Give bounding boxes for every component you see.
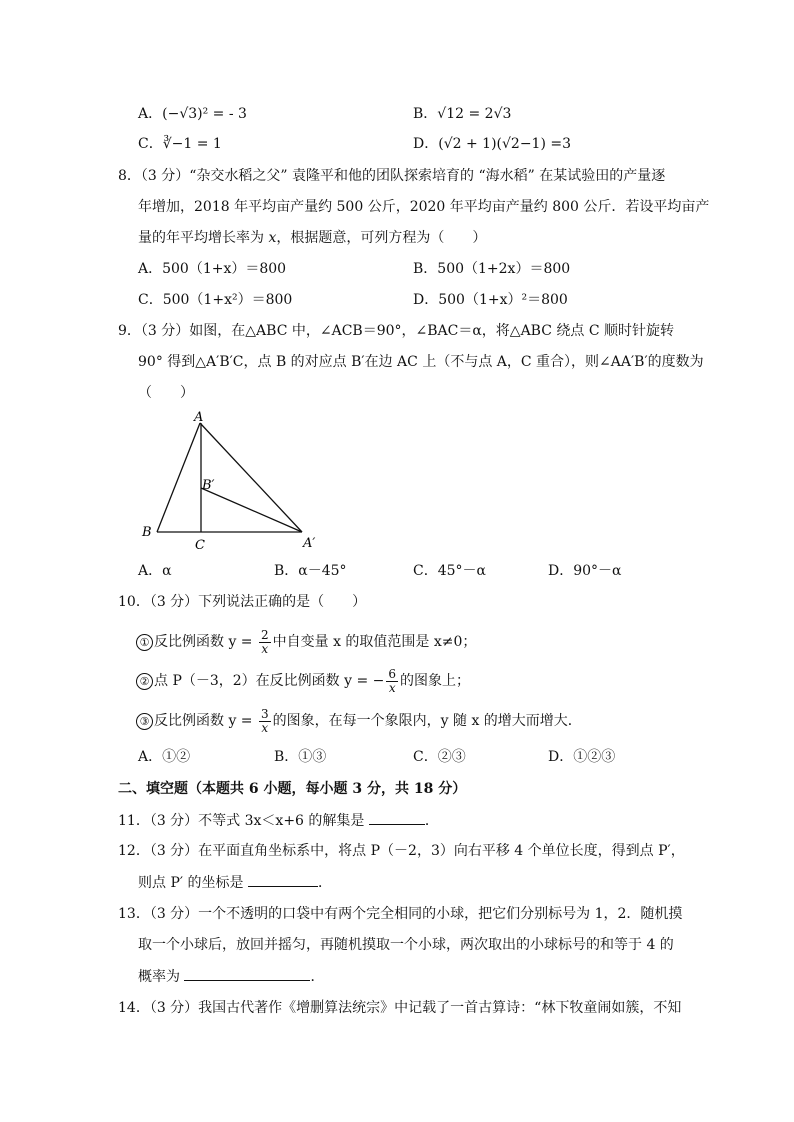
q12-stem-line1: 12．（3 分）在平面直角坐标系中，将点 P（－2，3）向右平移 4 个单位长度，得到点 P′， [118,843,685,859]
q7-option-d: D．(√2 + 1)(√2−1) =3 [413,136,572,152]
label-a-prime: A′ [303,536,316,551]
segment-ab [157,423,200,532]
q9-option-c: C．45°－α [413,563,486,579]
q8-option-a: A．500（1+x）＝800 [138,261,287,277]
q10-option-c: C．②③ [413,749,466,765]
q8-stem-line2: 年增加，2018 年平均亩产量约 500 公斤，2020 年平均亩产量约 800 公斤．若设平均亩产 [138,199,710,215]
q10-stem: 10．（3 分）下列说法正确的是（ ） [118,594,367,610]
q13-stem-line1: 13．（3 分）一个不透明的口袋中有两个完全相同的小球，把它们分别标号为 1，2．随机摸 [118,906,683,922]
q9-option-b: B．α－45° [274,563,347,579]
q12-stem-line2: 则点 P′ 的坐标是 ． [138,872,332,893]
q10-option-a: A．①② [138,749,191,765]
q8-stem-line1: 8．（3 分）“杂交水稻之父” 袁隆平和他的团队探索培育的 “海水稻” 在某试验田的产量逐 [118,168,666,184]
q12-answer-blank[interactable] [248,872,318,887]
q9-stem-line1: 9．（3 分）如图，在△ABC 中，∠ACB＝90°，∠BAC＝α，将△ABC 绕点 C 顺时针旋转 [118,323,674,339]
label-c: C [195,538,205,553]
q7-option-b: B．√12 = 2√3 [413,106,512,122]
q9-triangle-figure [130,408,330,553]
label-a: A [194,410,204,425]
q10-statement-2: ② 点 P（－3，2）在反比例函数 y = − $\frac{6}{x}$ 的图象上； [136,664,470,698]
q9-option-d: D．90°－α [548,563,622,579]
segment-aa-prime [200,423,302,532]
q14-stem-line1: 14．（3 分）我国古代著作《增删算法统宗》中记载了一首古算诗：“林下牧童闹如簇，不知 [118,1000,682,1016]
q10-option-d: D．①②③ [548,749,616,765]
q8-stem-line3: 量的年平均增长率为 x，根据题意，可列方程为（ ） [138,230,487,246]
q9-option-a: A．α [138,563,172,579]
q7-option-c: C．∛−1 = 1 [138,136,222,152]
q13-answer-blank[interactable] [184,966,310,981]
q10-option-b: B．①③ [274,749,327,765]
q9-stem-line2: 90° 得到△A′B′C，点 B 的对应点 B′在边 AC 上（不与点 A，C 重合），则∠AA′B′的度数为 [138,354,704,370]
label-b: B [142,525,152,540]
q9-stem-line3: （ ） [138,385,194,401]
q7-option-a: A．(−√3)² = - 3 [138,106,247,122]
q8-option-d: D．500（1+x）²＝800 [413,292,568,308]
q8-option-b: B．500（1+2x）＝800 [413,261,571,277]
q13-stem-line3: 概率为 ． [138,966,324,987]
q10-statement-3: ③ 反比例函数 y = $\frac{3}{x}$ 的图象，在每一个象限内，y 随 x 的增大而增大． [136,704,582,738]
q8-option-c: C．500（1+x²）＝800 [138,292,293,308]
label-b-prime: B′ [202,478,215,493]
section-heading-fill-in: 二、填空题（本题共 6 小题，每小题 3 分，共 18 分） [118,781,467,797]
q11-answer-blank[interactable] [369,810,425,825]
q13-stem-line2: 取一个小球后，放回并摇匀，再随机摸取一个小球，两次取出的小球标号的和等于 4 的 [138,937,674,953]
q11-stem: 11．（3 分）不等式 3x＜x+6 的解集是 ． [118,810,439,831]
q10-statement-1: ① 反比例函数 y = $\frac{2}{x}$ 中自变量 x 的取值范围是 x≠0； [136,625,476,659]
segment-b-prime-a-prime [201,488,302,532]
